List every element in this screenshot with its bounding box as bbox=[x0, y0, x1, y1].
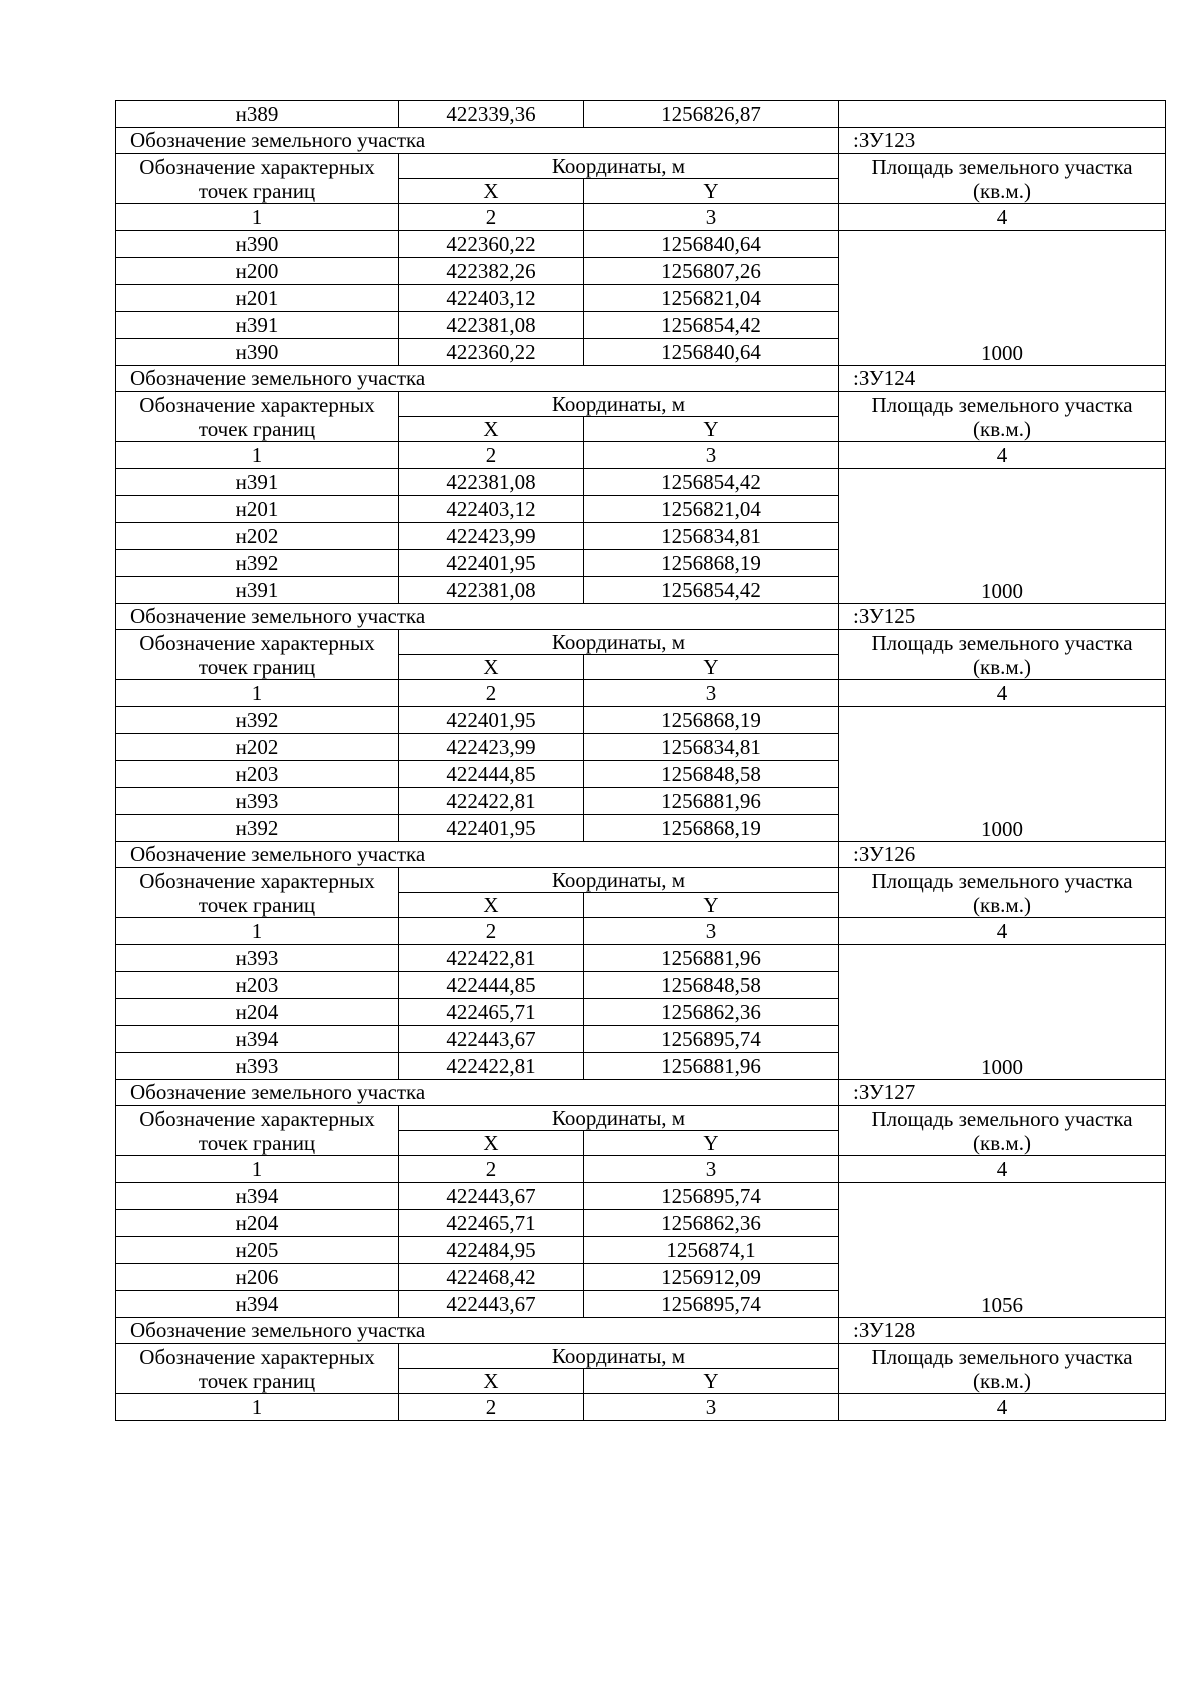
y-cell: 1256848,58 bbox=[584, 972, 839, 999]
y-cell: 1256821,04 bbox=[584, 496, 839, 523]
x-cell: 422465,71 bbox=[399, 999, 584, 1026]
points-header-line1: Обозначение характерных bbox=[139, 392, 375, 417]
column-number: 4 bbox=[839, 204, 1166, 231]
x-cell: 422381,08 bbox=[399, 469, 584, 496]
y-cell: 1256868,19 bbox=[584, 707, 839, 734]
column-number: 3 bbox=[584, 1156, 839, 1183]
column-number-row bbox=[116, 1394, 1166, 1421]
column-number: 1 bbox=[116, 1394, 399, 1421]
coords-header: Координаты, м bbox=[399, 154, 839, 179]
table-row bbox=[116, 101, 1166, 128]
column-number: 2 bbox=[399, 680, 584, 707]
x-header: X bbox=[399, 417, 584, 442]
x-cell: 422422,81 bbox=[399, 945, 584, 972]
y-cell: 1256895,74 bbox=[584, 1183, 839, 1210]
column-header-row bbox=[116, 868, 1166, 893]
y-cell: 1256834,81 bbox=[584, 734, 839, 761]
x-cell: 422403,12 bbox=[399, 285, 584, 312]
point-cell: н204 bbox=[116, 1210, 399, 1237]
y-cell: 1256854,42 bbox=[584, 469, 839, 496]
plot-label: Обозначение земельного участка bbox=[116, 842, 839, 868]
y-cell: 1256874,1 bbox=[584, 1237, 839, 1264]
y-cell: 1256881,96 bbox=[584, 1053, 839, 1080]
area-header bbox=[839, 630, 1166, 680]
plot-label: Обозначение земельного участка bbox=[116, 1080, 839, 1106]
points-header bbox=[116, 1106, 399, 1156]
y-header: Y bbox=[584, 1131, 839, 1156]
area-header-line2: (кв.м.) bbox=[973, 1368, 1031, 1393]
point-cell: н201 bbox=[116, 496, 399, 523]
x-cell: 422382,26 bbox=[399, 258, 584, 285]
y-cell: 1256881,96 bbox=[584, 945, 839, 972]
plot-header-row bbox=[116, 1080, 1166, 1106]
coordinates-table bbox=[115, 100, 1166, 1421]
x-cell: 422381,08 bbox=[399, 312, 584, 339]
point-cell: н202 bbox=[116, 523, 399, 550]
plot-label: Обозначение земельного участка bbox=[116, 1318, 839, 1344]
x-cell: 422339,36 bbox=[399, 101, 584, 128]
area-header-line1: Площадь земельного участка bbox=[871, 154, 1133, 179]
point-cell: н200 bbox=[116, 258, 399, 285]
column-header-row bbox=[116, 1106, 1166, 1131]
x-cell: 422403,12 bbox=[399, 496, 584, 523]
area-header bbox=[839, 154, 1166, 204]
area-header-line2: (кв.м.) bbox=[973, 654, 1031, 679]
points-header bbox=[116, 1344, 399, 1394]
y-cell: 1256807,26 bbox=[584, 258, 839, 285]
plot-id: :ЗУ126 bbox=[839, 842, 1166, 868]
y-cell: 1256826,87 bbox=[584, 101, 839, 128]
column-number: 1 bbox=[116, 1156, 399, 1183]
plot-header-row bbox=[116, 128, 1166, 154]
area-header-line1: Площадь земельного участка bbox=[871, 392, 1133, 417]
coords-header: Координаты, м bbox=[399, 1106, 839, 1131]
area-header-line1: Площадь земельного участка bbox=[871, 630, 1133, 655]
column-number: 2 bbox=[399, 442, 584, 469]
column-number: 2 bbox=[399, 1156, 584, 1183]
plot-label: Обозначение земельного участка bbox=[116, 366, 839, 392]
x-cell: 422423,99 bbox=[399, 734, 584, 761]
y-cell: 1256834,81 bbox=[584, 523, 839, 550]
column-number: 3 bbox=[584, 918, 839, 945]
points-header bbox=[116, 392, 399, 442]
column-number: 3 bbox=[584, 204, 839, 231]
y-cell: 1256821,04 bbox=[584, 285, 839, 312]
point-cell: н393 bbox=[116, 945, 399, 972]
column-number: 4 bbox=[839, 1394, 1166, 1421]
area-header-line1: Площадь земельного участка bbox=[871, 1106, 1133, 1131]
y-cell: 1256848,58 bbox=[584, 761, 839, 788]
point-cell: н391 bbox=[116, 577, 399, 604]
points-header bbox=[116, 868, 399, 918]
point-cell: н390 bbox=[116, 231, 399, 258]
table-row bbox=[116, 469, 1166, 496]
y-cell: 1256854,42 bbox=[584, 312, 839, 339]
area-cell: 1000 bbox=[839, 231, 1166, 366]
coords-header: Координаты, м bbox=[399, 868, 839, 893]
point-cell: н203 bbox=[116, 761, 399, 788]
area-header-line1: Площадь земельного участка bbox=[871, 1344, 1133, 1369]
column-number: 1 bbox=[116, 204, 399, 231]
area-header bbox=[839, 868, 1166, 918]
column-number-row bbox=[116, 680, 1166, 707]
column-number: 1 bbox=[116, 680, 399, 707]
area-header bbox=[839, 1106, 1166, 1156]
plot-id: :ЗУ124 bbox=[839, 366, 1166, 392]
column-number: 2 bbox=[399, 1394, 584, 1421]
table-row bbox=[116, 945, 1166, 972]
plot-id: :ЗУ125 bbox=[839, 604, 1166, 630]
plot-header-row bbox=[116, 604, 1166, 630]
points-header-line2: точек границ bbox=[198, 178, 316, 203]
column-header-row bbox=[116, 1344, 1166, 1369]
points-header-line2: точек границ bbox=[198, 1368, 316, 1393]
column-number: 4 bbox=[839, 680, 1166, 707]
point-cell: н393 bbox=[116, 1053, 399, 1080]
point-cell: н206 bbox=[116, 1264, 399, 1291]
column-number: 1 bbox=[116, 442, 399, 469]
table-row bbox=[116, 1183, 1166, 1210]
coords-header: Координаты, м bbox=[399, 630, 839, 655]
y-cell: 1256868,19 bbox=[584, 550, 839, 577]
y-cell: 1256862,36 bbox=[584, 1210, 839, 1237]
points-header-line1: Обозначение характерных bbox=[139, 630, 375, 655]
point-cell: н392 bbox=[116, 707, 399, 734]
column-number: 1 bbox=[116, 918, 399, 945]
column-number: 2 bbox=[399, 918, 584, 945]
plot-label: Обозначение земельного участка bbox=[116, 604, 839, 630]
x-header: X bbox=[399, 1131, 584, 1156]
y-header: Y bbox=[584, 893, 839, 918]
area-cell: 1000 bbox=[839, 945, 1166, 1080]
plot-id: :ЗУ128 bbox=[839, 1318, 1166, 1344]
column-number: 3 bbox=[584, 680, 839, 707]
x-cell: 422443,67 bbox=[399, 1183, 584, 1210]
x-cell: 422360,22 bbox=[399, 231, 584, 258]
y-header: Y bbox=[584, 1369, 839, 1394]
x-cell: 422465,71 bbox=[399, 1210, 584, 1237]
points-header-line1: Обозначение характерных bbox=[139, 1344, 375, 1369]
point-cell: н391 bbox=[116, 469, 399, 496]
area-header bbox=[839, 1344, 1166, 1394]
column-number-row bbox=[116, 918, 1166, 945]
x-cell: 422381,08 bbox=[399, 577, 584, 604]
point-cell: н390 bbox=[116, 339, 399, 366]
point-cell: н202 bbox=[116, 734, 399, 761]
x-cell: 422484,95 bbox=[399, 1237, 584, 1264]
area-header bbox=[839, 392, 1166, 442]
column-header-row bbox=[116, 154, 1166, 179]
column-header-row bbox=[116, 392, 1166, 417]
column-number-row bbox=[116, 204, 1166, 231]
points-header-line2: точек границ bbox=[198, 654, 316, 679]
point-cell: н201 bbox=[116, 285, 399, 312]
plot-id: :ЗУ123 bbox=[839, 128, 1166, 154]
point-cell: н393 bbox=[116, 788, 399, 815]
x-cell: 422443,67 bbox=[399, 1291, 584, 1318]
x-cell: 422443,67 bbox=[399, 1026, 584, 1053]
column-number-row bbox=[116, 1156, 1166, 1183]
column-number: 3 bbox=[584, 442, 839, 469]
area-header-line2: (кв.м.) bbox=[973, 1130, 1031, 1155]
area-cell: 1000 bbox=[839, 469, 1166, 604]
points-header bbox=[116, 630, 399, 680]
y-cell: 1256840,64 bbox=[584, 339, 839, 366]
point-cell: н392 bbox=[116, 550, 399, 577]
y-cell: 1256895,74 bbox=[584, 1291, 839, 1318]
area-header-line2: (кв.м.) bbox=[973, 892, 1031, 917]
x-header: X bbox=[399, 655, 584, 680]
y-header: Y bbox=[584, 655, 839, 680]
y-cell: 1256895,74 bbox=[584, 1026, 839, 1053]
column-number: 3 bbox=[584, 1394, 839, 1421]
points-header-line2: точек границ bbox=[198, 892, 316, 917]
x-header: X bbox=[399, 893, 584, 918]
coords-header: Координаты, м bbox=[399, 1344, 839, 1369]
column-number: 2 bbox=[399, 204, 584, 231]
x-cell: 422401,95 bbox=[399, 550, 584, 577]
point-cell: н204 bbox=[116, 999, 399, 1026]
plot-header-row bbox=[116, 366, 1166, 392]
x-cell: 422444,85 bbox=[399, 972, 584, 999]
y-header: Y bbox=[584, 179, 839, 204]
column-number: 4 bbox=[839, 442, 1166, 469]
area-cell: 1056 bbox=[839, 1183, 1166, 1318]
x-header: X bbox=[399, 179, 584, 204]
plot-header-row bbox=[116, 1318, 1166, 1344]
points-header-line1: Обозначение характерных bbox=[139, 868, 375, 893]
column-header-row bbox=[116, 630, 1166, 655]
coordinates-document bbox=[115, 100, 1165, 1421]
column-number: 4 bbox=[839, 918, 1166, 945]
points-header-line1: Обозначение характерных bbox=[139, 154, 375, 179]
x-header: X bbox=[399, 1369, 584, 1394]
y-header: Y bbox=[584, 417, 839, 442]
points-header-line1: Обозначение характерных bbox=[139, 1106, 375, 1131]
x-cell: 422422,81 bbox=[399, 1053, 584, 1080]
point-cell: н205 bbox=[116, 1237, 399, 1264]
point-cell: н394 bbox=[116, 1026, 399, 1053]
area-cell: 1000 bbox=[839, 707, 1166, 842]
point-cell: н391 bbox=[116, 312, 399, 339]
y-cell: 1256912,09 bbox=[584, 1264, 839, 1291]
points-header-line2: точек границ bbox=[198, 1130, 316, 1155]
point-cell: н394 bbox=[116, 1183, 399, 1210]
area-cell bbox=[839, 101, 1166, 128]
point-cell: н389 bbox=[116, 101, 399, 128]
x-cell: 422422,81 bbox=[399, 788, 584, 815]
column-number-row bbox=[116, 442, 1166, 469]
area-header-line1: Площадь земельного участка bbox=[871, 868, 1133, 893]
plot-header-row bbox=[116, 842, 1166, 868]
x-cell: 422444,85 bbox=[399, 761, 584, 788]
y-cell: 1256854,42 bbox=[584, 577, 839, 604]
column-number: 4 bbox=[839, 1156, 1166, 1183]
area-header-line2: (кв.м.) bbox=[973, 178, 1031, 203]
x-cell: 422423,99 bbox=[399, 523, 584, 550]
point-cell: н203 bbox=[116, 972, 399, 999]
plot-label: Обозначение земельного участка bbox=[116, 128, 839, 154]
y-cell: 1256862,36 bbox=[584, 999, 839, 1026]
x-cell: 422401,95 bbox=[399, 815, 584, 842]
plot-id: :ЗУ127 bbox=[839, 1080, 1166, 1106]
area-header-line2: (кв.м.) bbox=[973, 416, 1031, 441]
table-row bbox=[116, 231, 1166, 258]
y-cell: 1256881,96 bbox=[584, 788, 839, 815]
point-cell: н394 bbox=[116, 1291, 399, 1318]
y-cell: 1256840,64 bbox=[584, 231, 839, 258]
x-cell: 422401,95 bbox=[399, 707, 584, 734]
y-cell: 1256868,19 bbox=[584, 815, 839, 842]
table-row bbox=[116, 707, 1166, 734]
x-cell: 422468,42 bbox=[399, 1264, 584, 1291]
points-header-line2: точек границ bbox=[198, 416, 316, 441]
coords-header: Координаты, м bbox=[399, 392, 839, 417]
x-cell: 422360,22 bbox=[399, 339, 584, 366]
points-header bbox=[116, 154, 399, 204]
point-cell: н392 bbox=[116, 815, 399, 842]
